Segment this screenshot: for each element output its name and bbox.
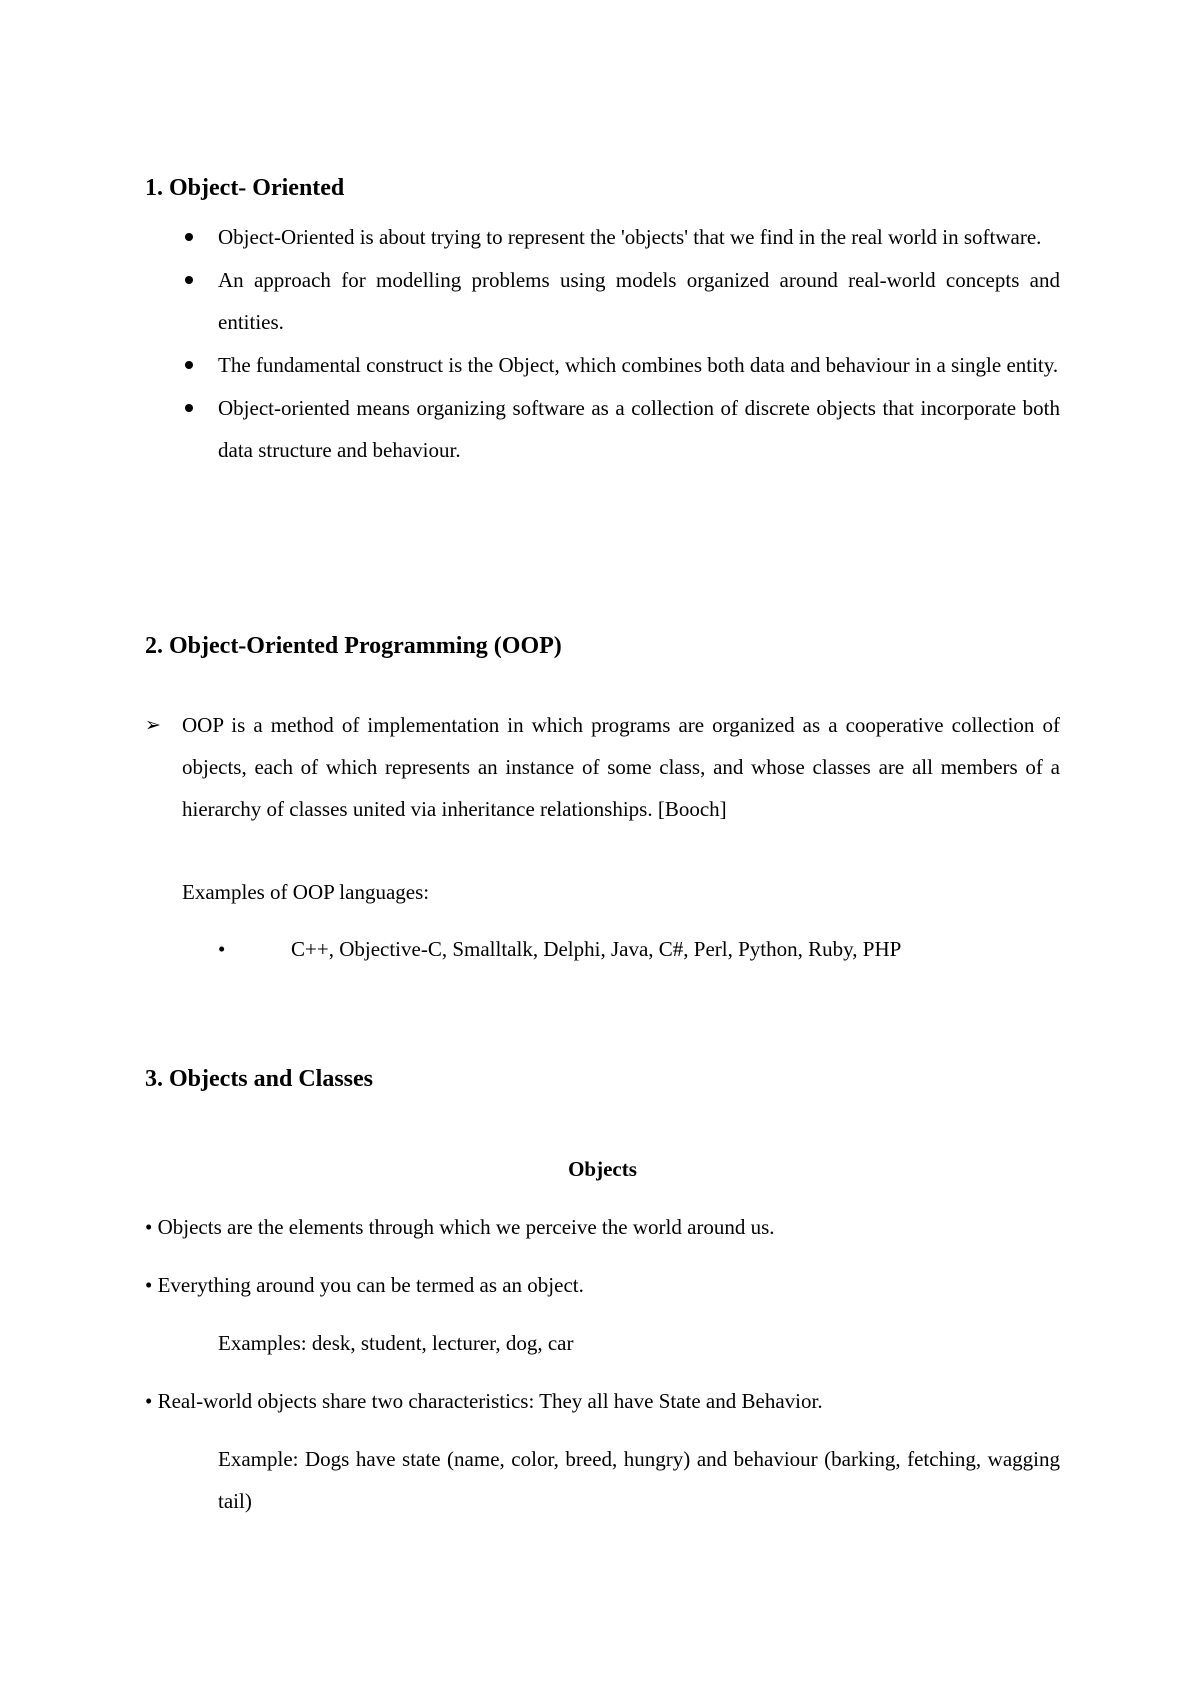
list-item <box>182 216 1060 258</box>
bullet-icon <box>185 276 193 284</box>
objects-point-3: • Real-world objects share two characteristics: They all have State and Behavior. <box>145 1389 823 1413</box>
section-3-heading: 3. Objects and Classes <box>145 1066 374 1092</box>
oop-definition-text: OOP is a method of implementation in which programs are organized as a cooperative collection of objects, each of which represents an instance of some class, and whose classes are all members of a hierarchy of classes united via inheritance relationships. [Booch] <box>182 713 1060 821</box>
bullet-icon <box>185 233 193 241</box>
languages-list: C++, Objective-C, Smalltalk, Delphi, Java, C#, Perl, Python, Ruby, PHP <box>291 937 902 961</box>
objects-point-2: • Everything around you can be termed as an object. <box>145 1273 584 1297</box>
bullet-icon <box>185 361 193 369</box>
list-item <box>182 259 1060 343</box>
objects-point-2-example: Examples: desk, student, lecturer, dog, car <box>218 1331 574 1355</box>
list-item-text: Object-oriented means organizing software as a collection of discrete objects that incorporate both data structure and behaviour. <box>218 396 1060 462</box>
list-item <box>182 387 1060 471</box>
objects-subheading: Objects <box>568 1157 637 1181</box>
objects-point-1: • Objects are the elements through which we perceive the world around us. <box>145 1215 775 1239</box>
list-item <box>182 344 1060 386</box>
examples-label: Examples of OOP languages: <box>182 880 430 904</box>
oop-definition <box>145 704 1060 830</box>
bullet-icon: • <box>218 937 226 961</box>
list-item-text: The fundamental construct is the Object, which combines both data and behaviour in a single entity. <box>218 353 1059 377</box>
section-2-heading: 2. Object-Oriented Programming (OOP) <box>145 633 562 659</box>
list-item-text: An approach for modelling problems using models organized around real-world concepts and entities. <box>218 268 1060 334</box>
objects-point-3-example: Example: Dogs have state (name, color, breed, hungry) and behaviour (barking, fetching, wagging tail) <box>218 1447 1060 1513</box>
arrow-bullet-icon: ➢ <box>145 714 161 736</box>
bullet-icon <box>185 404 193 412</box>
section-1-heading: 1. Object- Oriented <box>145 175 345 201</box>
list-item-text: Object-Oriented is about trying to represent the 'objects' that we find in the real world in software. <box>218 225 1042 249</box>
section-1-bullet-list <box>182 216 1060 472</box>
